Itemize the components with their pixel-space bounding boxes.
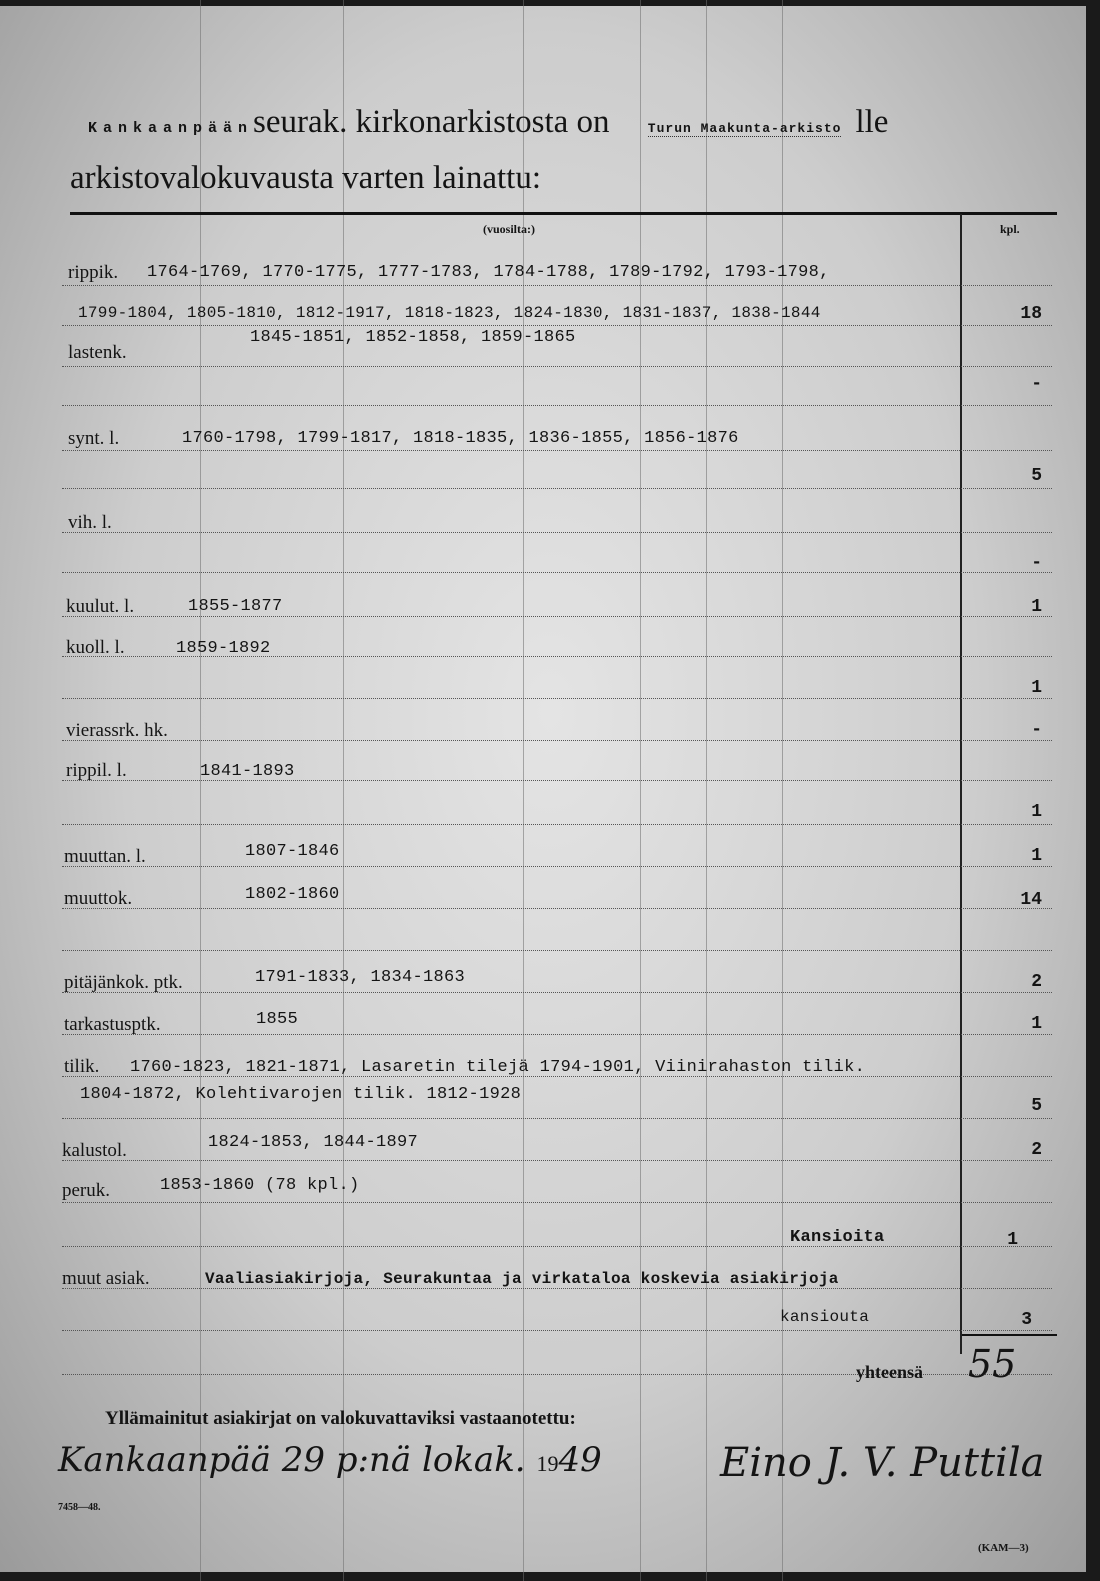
ruled-line xyxy=(62,405,1052,406)
years-tilik-1: 1760-1823, 1821-1871, Lasaretin tilejä 1794-1901, Viinirahaston tilik. xyxy=(130,1058,866,1077)
years-column-heading: (vuosilta:) xyxy=(483,222,535,236)
count-vih: - xyxy=(1031,553,1042,573)
ruled-line xyxy=(62,992,1052,993)
years-rippik-2: 1799-1804, 1805-1810, 1812-1917, 1818-1823, 1824-1830, 1831-1837, 1838-1844 xyxy=(78,304,821,322)
form-ref: (KAM—3) xyxy=(978,1542,1029,1554)
years-kalustol: 1824-1853, 1844-1897 xyxy=(208,1133,419,1152)
count-tarkastusptk: 1 xyxy=(1031,1014,1042,1034)
scratch-line xyxy=(706,0,707,1581)
ruled-line xyxy=(62,866,1052,867)
count-pitajankok: 2 xyxy=(1031,972,1042,992)
scratch-line xyxy=(523,0,524,1581)
count-rippik: 18 xyxy=(1020,304,1042,324)
label-kuoll: kuoll. l. xyxy=(66,637,125,658)
label-muut-asiak: muut asiak. xyxy=(62,1268,150,1289)
count-muuttok: 14 xyxy=(1020,890,1042,910)
form-code: 7458—48. xyxy=(58,1502,101,1513)
label-lastenk: lastenk. xyxy=(68,342,127,363)
years-rippik-3: 1845-1851, 1852-1858, 1859-1865 xyxy=(250,328,576,347)
header-rule xyxy=(70,212,1057,215)
years-rippil: 1841-1893 xyxy=(200,762,295,781)
label-tilik: tilik. xyxy=(64,1056,100,1077)
ruled-line xyxy=(62,1118,1052,1119)
parish-name: Kankaanpään xyxy=(88,120,254,137)
count-rippil: 1 xyxy=(1031,802,1042,822)
ruled-line xyxy=(62,1034,1052,1035)
label-muuttok: muuttok. xyxy=(64,888,133,909)
years-peruk: 1853-1860 (78 kpl.) xyxy=(160,1176,360,1195)
years-rippik-1: 1764-1769, 1770-1775, 1777-1783, 1784-1788, 1789-1792, 1793-1798, xyxy=(147,263,830,282)
label-kuulut: kuulut. l. xyxy=(66,596,135,617)
count-tilik: 5 xyxy=(1031,1096,1042,1116)
kansioita-label: Kansioita xyxy=(790,1228,885,1247)
label-synt: synt. l. xyxy=(68,428,120,449)
ruled-line xyxy=(62,488,1052,489)
label-pitajankok: pitäjänkok. ptk. xyxy=(64,972,183,993)
ruled-line xyxy=(62,1202,1052,1203)
label-muuttan: muuttan. l. xyxy=(64,846,146,867)
ruled-line xyxy=(62,950,1052,951)
label-peruk: peruk. xyxy=(62,1180,111,1201)
scratch-line xyxy=(640,0,641,1581)
label-rippil: rippil. l. xyxy=(66,760,127,781)
total-rule xyxy=(962,1334,1057,1336)
label-rippik: rippik. xyxy=(68,262,119,283)
count-kuoll: 1 xyxy=(1031,678,1042,698)
count-kalustol: 2 xyxy=(1031,1140,1042,1160)
ruled-line xyxy=(62,740,1052,741)
total-value: 55 xyxy=(968,1342,1017,1386)
place-date: Kankaanpää 29 p:nä lokak. xyxy=(58,1440,526,1480)
scan-edge-bottom xyxy=(0,1572,1100,1581)
ruled-line xyxy=(62,450,1052,451)
ruled-line xyxy=(62,1160,1052,1161)
ruled-line xyxy=(62,1330,1052,1331)
ruled-line xyxy=(62,908,1052,909)
ruled-line xyxy=(62,698,1052,699)
header-line-1 xyxy=(88,104,888,141)
count-muut-asiak: 3 xyxy=(1021,1310,1032,1330)
header-text-1: seurak. kirkonarkistosta on xyxy=(253,104,610,140)
years-muuttan: 1807-1846 xyxy=(245,842,340,861)
receipt-text: Yllämainitut asiakirjat on valokuvattaviksi vastaanotettu: xyxy=(105,1408,576,1429)
ruled-line xyxy=(62,532,1052,533)
count-vierassrk: - xyxy=(1031,720,1042,740)
years-kuoll: 1859-1892 xyxy=(176,639,271,658)
scratch-line xyxy=(343,0,344,1581)
ruled-line xyxy=(62,285,1052,286)
muut-asiak-text-1: Vaaliasiakirjoja, Seurakuntaa ja virkataloa koskevia asiakirjoja xyxy=(205,1270,839,1288)
year-suffix: 49 xyxy=(558,1440,602,1480)
header-suffix: lle xyxy=(855,104,889,140)
total-label: yhteensä xyxy=(856,1362,923,1382)
count-muuttan: 1 xyxy=(1031,846,1042,866)
muut-asiak-text-2: kansiouta xyxy=(780,1308,870,1326)
label-vih: vih. l. xyxy=(68,512,112,533)
scratch-line xyxy=(200,0,201,1581)
scratch-line xyxy=(782,0,783,1581)
header-line-2: arkistovalokuvausta varten lainattu: xyxy=(70,160,542,196)
scan-edge-top xyxy=(0,0,1100,6)
count-lastenk: - xyxy=(1031,374,1042,394)
recipient-archive: Turun Maakunta-arkisto xyxy=(647,121,842,136)
ruled-line xyxy=(62,1288,1052,1289)
label-kalustol: kalustol. xyxy=(62,1140,127,1161)
year-prefix: 19 xyxy=(536,1451,559,1476)
count-kansioita: 1 xyxy=(1007,1230,1018,1250)
years-tilik-2: 1804-1872, Kolehtivarojen tilik. 1812-1928 xyxy=(80,1085,522,1104)
count-synt: 5 xyxy=(1031,466,1042,486)
signature: Eino J. V. Puttila xyxy=(720,1440,1045,1486)
label-tarkastusptk: tarkastusptk. xyxy=(64,1014,161,1035)
ruled-line xyxy=(62,572,1052,573)
years-muuttok: 1802-1860 xyxy=(245,885,340,904)
count-kuulut: 1 xyxy=(1031,597,1042,617)
ruled-line xyxy=(62,325,1052,326)
label-vierassrk: vierassrk. hk. xyxy=(66,720,168,741)
count-column-rule xyxy=(960,214,962,1354)
place-date-handwritten xyxy=(58,1440,602,1480)
years-synt: 1760-1798, 1799-1817, 1818-1835, 1836-1855, 1856-1876 xyxy=(182,429,739,448)
years-kuulut: 1855-1877 xyxy=(188,597,283,616)
ruled-line xyxy=(62,366,1052,367)
ruled-line xyxy=(62,1246,1052,1247)
ruled-line xyxy=(62,616,1052,617)
scan-edge-right xyxy=(1086,0,1100,1581)
years-tarkastusptk: 1855 xyxy=(256,1010,299,1029)
years-pitajankok: 1791-1833, 1834-1863 xyxy=(255,968,466,987)
count-column-heading: kpl. xyxy=(1000,222,1020,236)
ruled-line xyxy=(62,824,1052,825)
